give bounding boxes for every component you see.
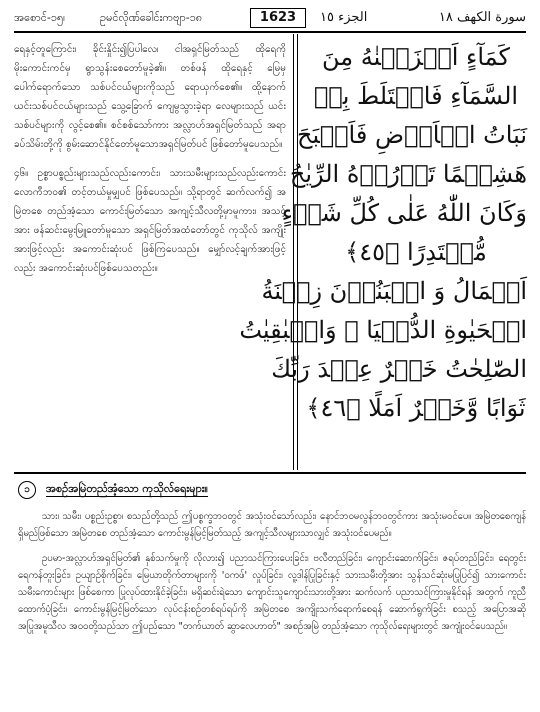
header-rule xyxy=(14,31,526,33)
arabic-line: ثَوَابًا وَّخَيۡرٌ اَمَلًا ﴿٤٦﴾ xyxy=(306,394,526,422)
footnote-number: ၁ xyxy=(18,481,36,499)
arabic-line: الۡحَيٰوةِ الدُّنۡيَا ۚ وَالۡبٰقِيٰتُ xyxy=(239,316,527,344)
footnote-title: အစဉ်အမြဲတည်အံ့သော ကုသိုလ်ရေးများ။ xyxy=(45,482,208,495)
column-divider xyxy=(293,34,294,470)
footnote-paragraph: ဥပမာ-အလ္လာဟ်အရှင်မြတ်၏ နှစ်သက်မှုကို လိုလား၍ ပညာသင်ကြားပေးခြင်း၊ ဗလီတည်ခြင်း၊ ကျောင်းဆောက်ခြင်း၊ ဇရပ်တည်ခြင်း၊ ရေတွင်း ရေကန်တူးခြင်း၊ ဥယျာဉ်စိုက်ခြင်း၊ မြေယာတိုက်တာများကို 'ဝကဖ်' လှုပ်ခြင်း၊ လူ့ဒါန်ပြုခြင်းနှင့် သားသမီးတို့အား သွန်သင်ဆုံးမပြုပြင်၍ သားကောင်း သမီးကောင်းများ ဖြစ်စေကာ ပြုလုပ်ထားနိုင်ခဲ့ခြင်း၊ မရှိဆင်းရဲသော ကျောင်းသူကျောင်းသားတို့အား ဆက်လက် ပညာသင်ကြားမှုနိုင်ရန် အတွက် ကူညီထောက်ပံ့ခြင်း၊ ကောင်းမွန်မြင့်မြတ်သော လုပ်ငန်းစဉ်တစ်ရပ်ရပ်ကို အမြဲတစေ အကျိုးသက်ရောက်စေရန် ဆောက်ရွက်ခြင်း စသည့် အပြောအဆို အပြုအမူသီလ အဝဝတို့သည်သာ ဤပည်သော "တက်ယာတ် ဆွာလေဟာတ်" အစဉ်အမြဲ တည်အံ့သော ကုသိုလ်ရေးများတွင် အကျုံးဝင်ပေသည်။ xyxy=(18,553,526,632)
column-divider xyxy=(297,34,298,470)
header-book-title: ဥမင်လိုဏ်ခေါင်းကဗျာ-၁၈ xyxy=(100,11,203,24)
translation-paragraph: ရေနှင့်တူကြောင်း၊ ခိုင်းနှိုင်း၍ပြပါလေ၊ ငါအရှင်မြတ်သည် ထိုရေကို မိုးကောင်းကင်မှ ရွာသွန်းစေတော်မူခဲ့၏။ တစ်ဖန် ထိုရေနှင့် မြေမှပေါက်ရောက်သော သစ်ပင်ငယ်များကိုသည် ရောယှက်စေ၏။ ထို့နောက် ယင်းသစ်ပင်ငယ်များသည် သွေ့ခြောက် ကျေမွသွားခဲ့ရာ လေများသည် ယင်းသစ်ပင်များကို လွင့်စေ၏။ စင်စစ်သော်ကား အလ္လာဟ်အရှင်မြတ်သည် အရာခပ်သိမ်းတို့ကို စွမ်းဆောင်နိုင်တော်မူသောအရှင်မြတ်ပင် ဖြစ်တော်မူပေသည်။ xyxy=(14,44,286,150)
arabic-line: كَمَآءٍ اَنۡزَلۡنٰهُ مِنَ xyxy=(322,43,510,71)
arabic-line: هَشِيۡمًا تَذۡرُوۡهُ الرِّيٰحُ xyxy=(289,160,527,188)
footnote-heading xyxy=(18,481,208,499)
page-header xyxy=(14,6,526,30)
arabic-line: الصّٰلِحٰتُ خَيۡرٌ عِنۡدَ رَبِّكَ xyxy=(271,355,527,383)
footnote-body xyxy=(18,508,526,643)
header-juz: الجزء ١٥ xyxy=(320,10,368,25)
arabic-text-column xyxy=(239,38,527,428)
translation-paragraph: ၄၆။ ဥစ္စာပစ္စည်းများသည်လည်းကောင်း၊ သားသမီးများသည်လည်းကောင်း လောကီဘဝ၏ တင့်တယ်မှုမျှပင် ဖြစ်ပေသည်။ သို့ရာတွင် ဆက်လက်၍ အမြဲတစေ တည်အံ့သော ကောင်းမြတ်သော အကျင့်သီလတို့မှာမူကား၊ အသင့်အား ဖန်ဆင်းမွေးမြူတော်မူသော အရှင်မြတ်အထံတော်တွင် ကုသိုလ် အကျိုးအားဖြင့်လည်း အကောင်းဆုံးပင် ဖြစ်ကြပေသည်။ မျှော်လင့်ချက်အားဖြင့်လည်း အကောင်းဆုံးပင်ဖြစ်ပေသတည်း။ xyxy=(14,168,286,274)
footnote-paragraph: သား၊ သမီး၊ ပစ္စည်းဥစ္စာ၊ စသည်တို့သည် ဤပစ္စက္ခဘဝတွင် အသုံးဝင်သော်လည်း၊ နောင်ဘဝမလွန်ဘဝတွင်ကား အသုံးမဝင်ပေ။ အမြဲတစေကျန်ရှိမည်ဖြစ်သော အမြဲတစေ တည်အံ့သော ကောင်းမွန်မြင့်မြတ်သည့် အကျင့်သီလများသာလျှင် အသုံးဝင်ပေမည်။ xyxy=(18,511,526,539)
header-issue: အစောင်-၁၅၊ xyxy=(14,11,65,24)
footnote-rule xyxy=(14,472,526,474)
arabic-line: مُّقۡتَدِرًا ﴿٤٥﴾ xyxy=(345,238,487,266)
arabic-line: اَلۡمَالُ وَ الۡبَنُوۡنَ زِيۡنَةُ xyxy=(261,277,527,305)
arabic-line: وَكَانَ اللّٰهُ عَلٰى كُلِّ شَىۡءٍ xyxy=(281,199,527,227)
arabic-line: السَّمَآءِ فَاخۡتَلَطَ بِهٖ xyxy=(313,82,519,110)
translation-column xyxy=(14,40,286,288)
header-surah: سورة الكهف ١٨ xyxy=(438,10,526,25)
arabic-line: نَبَاتُ الۡاَرۡضِ فَاَصۡبَحَ xyxy=(296,121,527,149)
page-number: 1623 xyxy=(250,8,306,28)
